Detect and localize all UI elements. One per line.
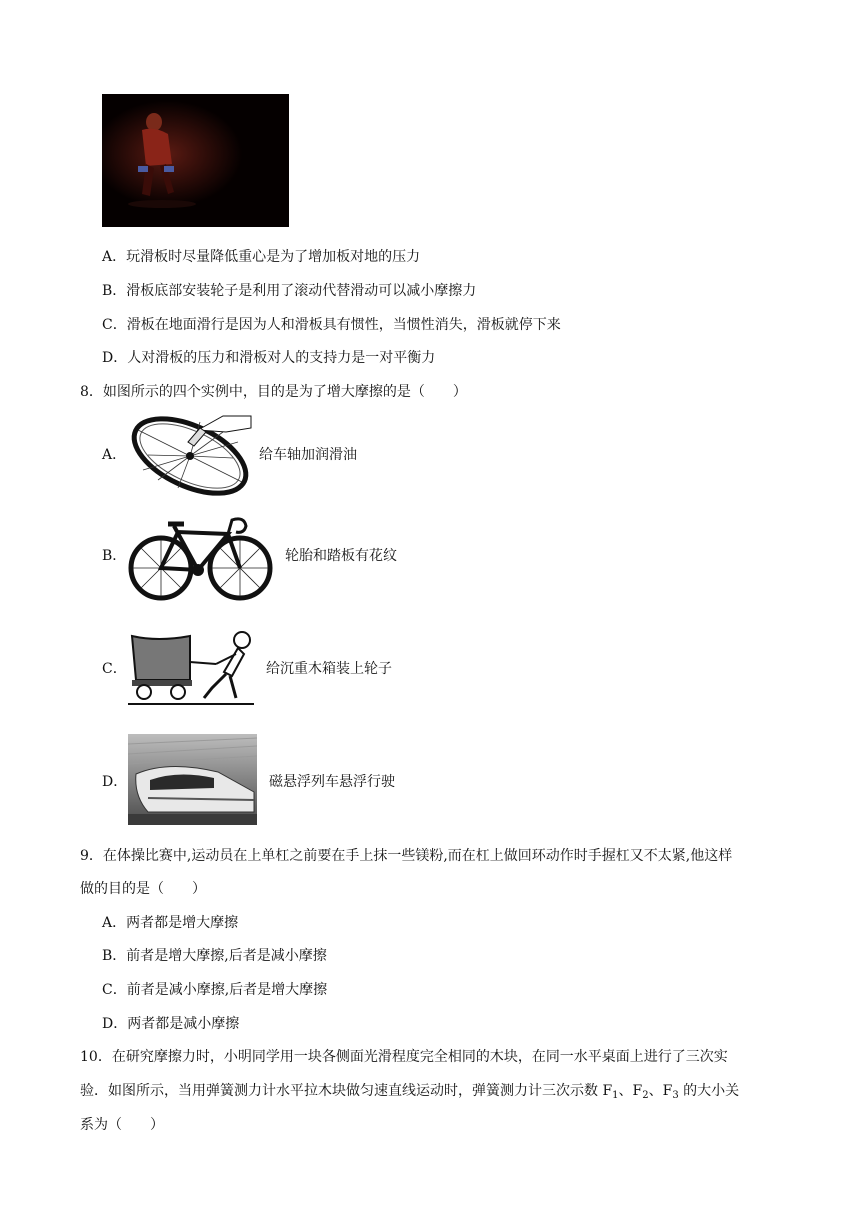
q10-stem-line3: 系为（ ）	[80, 1117, 164, 1133]
q8-stem: 8．如图所示的四个实例中，目的是为了增大摩擦的是（ ）	[80, 384, 467, 400]
q8-option-b-text: 轮胎和踏板有花纹	[285, 548, 397, 564]
q7-option-c: C．滑板在地面滑行是因为人和滑板具有惯性，当惯性消失，滑板就停下来	[102, 317, 561, 333]
q9-option-a: A．两者都是增大摩擦	[102, 915, 239, 931]
q10-stem-line1: 10．在研究摩擦力时，小明同学用一块各侧面光滑程度完全相同的木块，在同一水平桌面上进行了三次实	[80, 1049, 728, 1065]
q10-stem-line2: 验．如图所示，当用弹簧测力计水平拉木块做匀速直线运动时，弹簧测力计三次示数 $F_1$、$F_2$、$F_3$ 的大小关	[80, 1083, 740, 1101]
q8-option-a-text: 给车轴加润滑油	[259, 447, 357, 463]
q8-option-b-letter: B．	[102, 548, 127, 564]
q9-stem-line2: 做的目的是（ ）	[80, 881, 206, 897]
q7-option-d: D．人对滑板的压力和滑板对人的支持力是一对平衡力	[102, 350, 436, 366]
maglev-train-icon	[128, 734, 257, 825]
q8-option-d-letter: D．	[102, 774, 128, 790]
skateboard-photo	[102, 94, 289, 227]
cart-push-icon	[128, 628, 254, 710]
q9-stem-line1: 9．在体操比赛中,运动员在上单杠之前要在手上抹一些镁粉,而在杠上做回环动作时手握杠又不太紧,他这样	[80, 848, 733, 864]
q9-option-b: B．前者是增大摩擦,后者是减小摩擦	[102, 948, 327, 964]
q7-option-a: A．玩滑板时尽量降低重心是为了增加板对地的压力	[102, 249, 421, 265]
q8-option-a-letter: A．	[102, 447, 127, 463]
q8-option-c-text: 给沉重木箱装上轮子	[266, 661, 392, 677]
q9-option-c: C．前者是减小摩擦,后者是增大摩擦	[102, 982, 328, 998]
q8-option-d-text: 磁悬浮列车悬浮行驶	[269, 774, 395, 790]
q7-option-b: B．滑板底部安装轮子是利用了滚动代替滑动可以减小摩擦力	[102, 283, 477, 299]
bicycle-icon	[128, 508, 274, 603]
bicycle-wheel-oil-icon	[128, 410, 253, 498]
q8-option-c-letter: C．	[102, 661, 127, 677]
q9-option-d: D．两者都是减小摩擦	[102, 1016, 240, 1032]
